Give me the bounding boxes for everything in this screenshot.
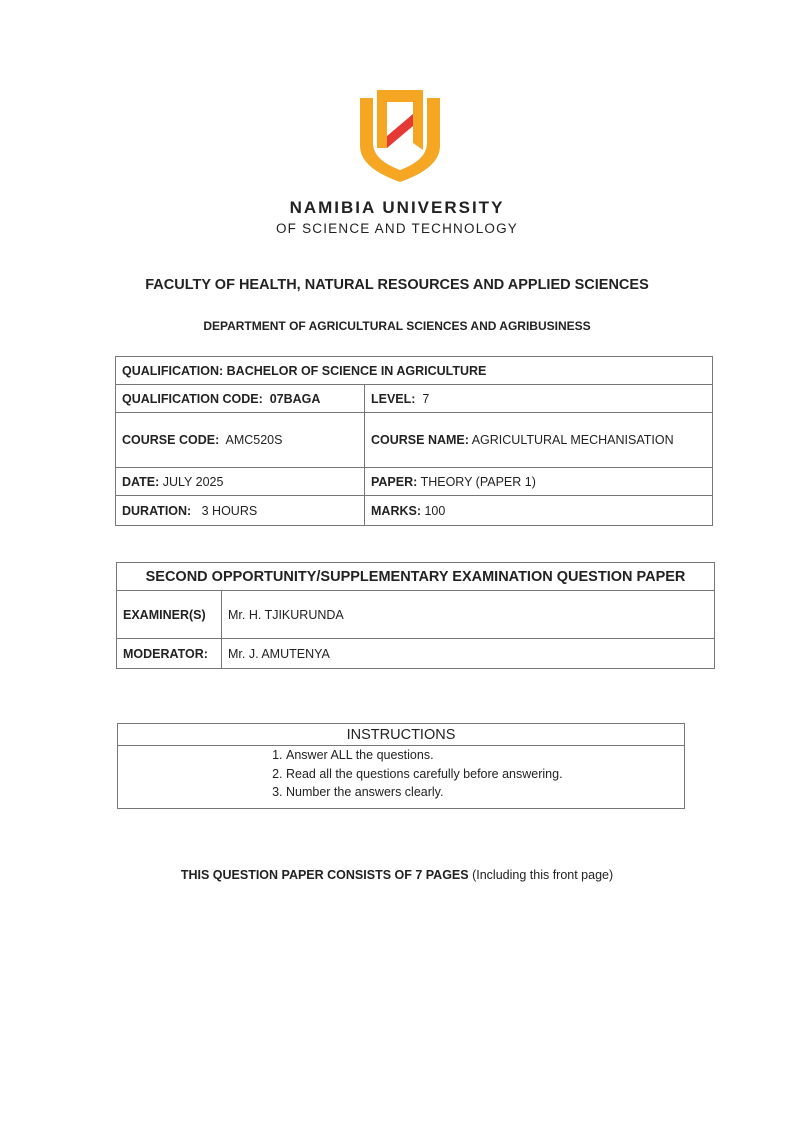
duration-cell: DURATION: 3 HOURS <box>116 496 365 526</box>
course-name-cell: COURSE NAME: AGRICULTURAL MECHANISATION <box>365 413 713 468</box>
course-code-cell: COURSE CODE: AMC520S <box>116 413 365 468</box>
instruction-item: 1. Answer ALL the questions. <box>286 746 684 765</box>
department-heading: DEPARTMENT OF AGRICULTURAL SCIENCES AND AGRIBUSINESS <box>203 319 591 333</box>
paper-cell: PAPER: THEORY (PAPER 1) <box>365 468 713 496</box>
course-details-table <box>115 356 713 526</box>
examiner-value: Mr. H. TJIKURUNDA <box>222 591 715 639</box>
level-cell: LEVEL: 7 <box>365 385 713 413</box>
marks-cell: MARKS: 100 <box>365 496 713 526</box>
qualification-code-cell: QUALIFICATION CODE: 07BAGA <box>116 385 365 413</box>
faculty-heading: FACULTY OF HEALTH, NATURAL RESOURCES AND APPLIED SCIENCES <box>145 277 649 293</box>
exam-title: SECOND OPPORTUNITY/SUPPLEMENTARY EXAMINATION QUESTION PAPER <box>117 563 715 591</box>
instructions-table <box>117 723 685 809</box>
university-logo-icon <box>355 88 445 183</box>
qualification-cell: QUALIFICATION: BACHELOR OF SCIENCE IN AGRICULTURE <box>116 357 713 385</box>
date-cell: DATE: JULY 2025 <box>116 468 365 496</box>
university-name: NAMIBIA UNIVERSITY <box>289 198 505 217</box>
examiner-label: EXAMINER(S) <box>117 591 222 639</box>
instruction-item: 2. Read all the questions carefully before answering. <box>286 765 684 784</box>
moderator-value: Mr. J. AMUTENYA <box>222 639 715 669</box>
instructions-title: INSTRUCTIONS <box>118 724 685 746</box>
instruction-item: 3. Number the answers clearly. <box>286 783 684 802</box>
page-count-note: THIS QUESTION PAPER CONSISTS OF 7 PAGES (Including this front page) <box>180 868 614 882</box>
exam-table <box>116 562 715 669</box>
university-subtitle: OF SCIENCE AND TECHNOLOGY <box>275 221 519 236</box>
moderator-label: MODERATOR: <box>117 639 222 669</box>
instructions-list <box>118 746 685 809</box>
